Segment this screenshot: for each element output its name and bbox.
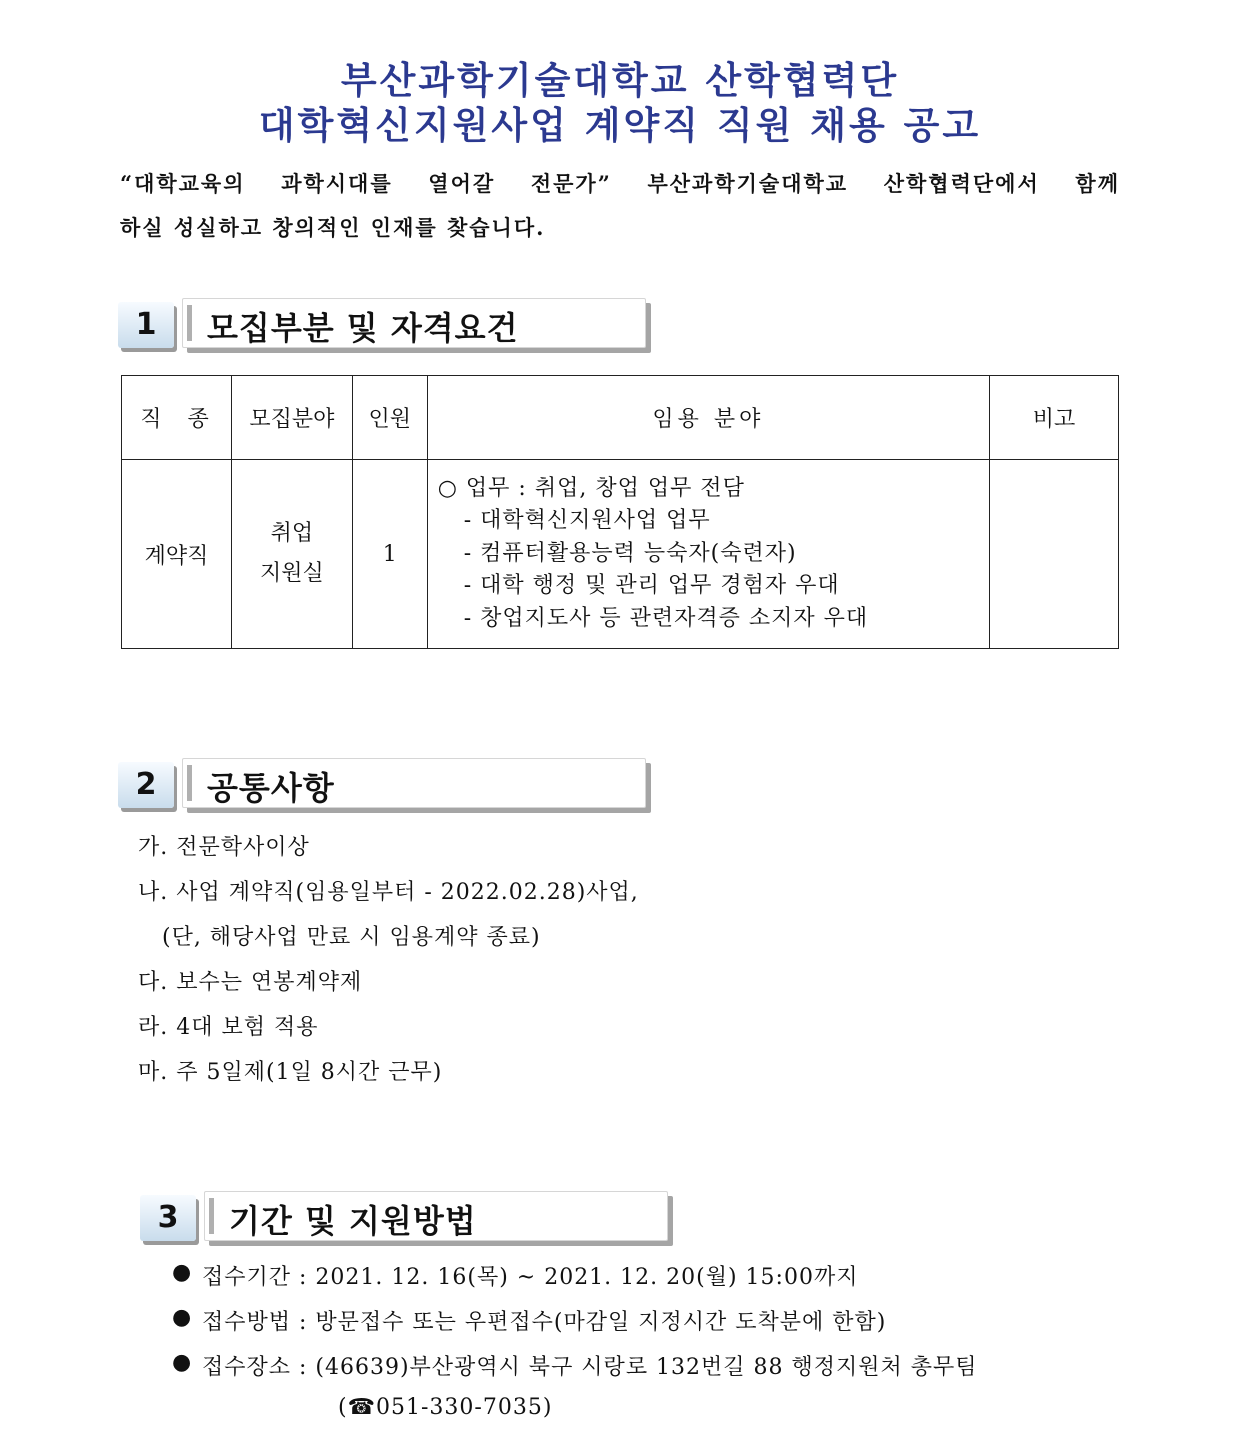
list-item: 가. 전문학사이상: [138, 835, 310, 860]
duty-item: - 대학혁신지원사업 업무: [463, 508, 711, 534]
cell-type: 계약직: [122, 460, 232, 649]
list-item: (단, 해당사업 만료 시 임용계약 종료): [138, 925, 541, 950]
header-type: 직 종: [122, 376, 232, 460]
header-duty: 임용 분야: [427, 376, 989, 460]
apply-method-list: [172, 1260, 978, 1440]
table-row: [122, 460, 1119, 649]
section1-number: 1: [118, 302, 174, 348]
cell-field: [231, 460, 352, 649]
list-item: 라. 4대 보험 적용: [138, 1015, 319, 1040]
page-title-line1: 부산과학기술대학교 산학협력단: [340, 58, 900, 102]
list-item: 다. 보수는 연봉계약제: [138, 970, 363, 995]
list-item: [172, 1305, 978, 1350]
list-item: 마. 주 5일제(1일 8시간 근무): [138, 1060, 443, 1085]
recruit-table: [121, 375, 1119, 649]
duty-title: ○ 업무 : 취업, 창업 업무 전담: [437, 475, 745, 501]
duty-item: - 대학 행정 및 관리 업무 경험자 우대: [463, 573, 840, 599]
cell-field-line1: 취업: [270, 521, 314, 546]
section1-title: 모집부분 및 자격요건: [207, 309, 519, 347]
cell-note: [990, 460, 1119, 649]
section2-title-bar: [182, 758, 646, 808]
section3-title: 기간 및 지원방법: [229, 1202, 477, 1240]
item-text: 접수방법 : 방문접수 또는 우편접수(마감일 지정시간 도착분에 한함): [202, 1310, 887, 1335]
cell-duty: [427, 460, 989, 649]
header-field: 모집분야: [231, 376, 352, 460]
section3-number: 3: [140, 1195, 196, 1241]
duty-item: - 창업지도사 등 관련자격증 소지자 우대: [463, 605, 869, 631]
cell-field-line2: 지원실: [260, 561, 324, 586]
section2-number: 2: [118, 762, 174, 808]
list-item: [172, 1350, 978, 1395]
phone-line: [172, 1395, 978, 1440]
intro-line1: “대학교육의 과학시대를 열어갈 전문가” 부산과학기술대학교 산학협력단에서 함께: [120, 171, 1120, 196]
section2-title: 공통사항: [207, 769, 335, 807]
page-title-line2: 대학혁신지원사업 계약직 직원 채용 공고: [258, 103, 982, 147]
list-item: 나. 사업 계약직(임용일부터 - 2022.02.28)사업,: [138, 880, 639, 905]
bullet-icon: ●: [172, 1305, 193, 1330]
common-items-list: [138, 830, 639, 1100]
intro-line2: 하실 성실하고 창의적인 인재를 찾습니다.: [120, 215, 546, 240]
bullet-icon: ●: [172, 1260, 193, 1285]
header-note: 비고: [990, 376, 1119, 460]
table-header-row: [122, 376, 1119, 460]
item-text: 접수기간 : 2021. 12. 16(목) ~ 2021. 12. 20(월) 15:00까지: [202, 1265, 859, 1290]
header-count: 인원: [352, 376, 427, 460]
section3-title-bar: [204, 1191, 668, 1241]
cell-count: 1: [352, 460, 427, 649]
duty-item: - 컴퓨터활용능력 능숙자(숙련자): [463, 540, 797, 566]
section1-title-bar: [182, 298, 646, 348]
bullet-icon: ●: [172, 1350, 193, 1375]
phone-number: (☎051-330-7035): [338, 1395, 553, 1420]
item-text: 접수장소 : (46639)부산광역시 북구 시랑로 132번길 88 행정지원처 총무팀: [202, 1355, 978, 1380]
list-item: [172, 1260, 978, 1305]
